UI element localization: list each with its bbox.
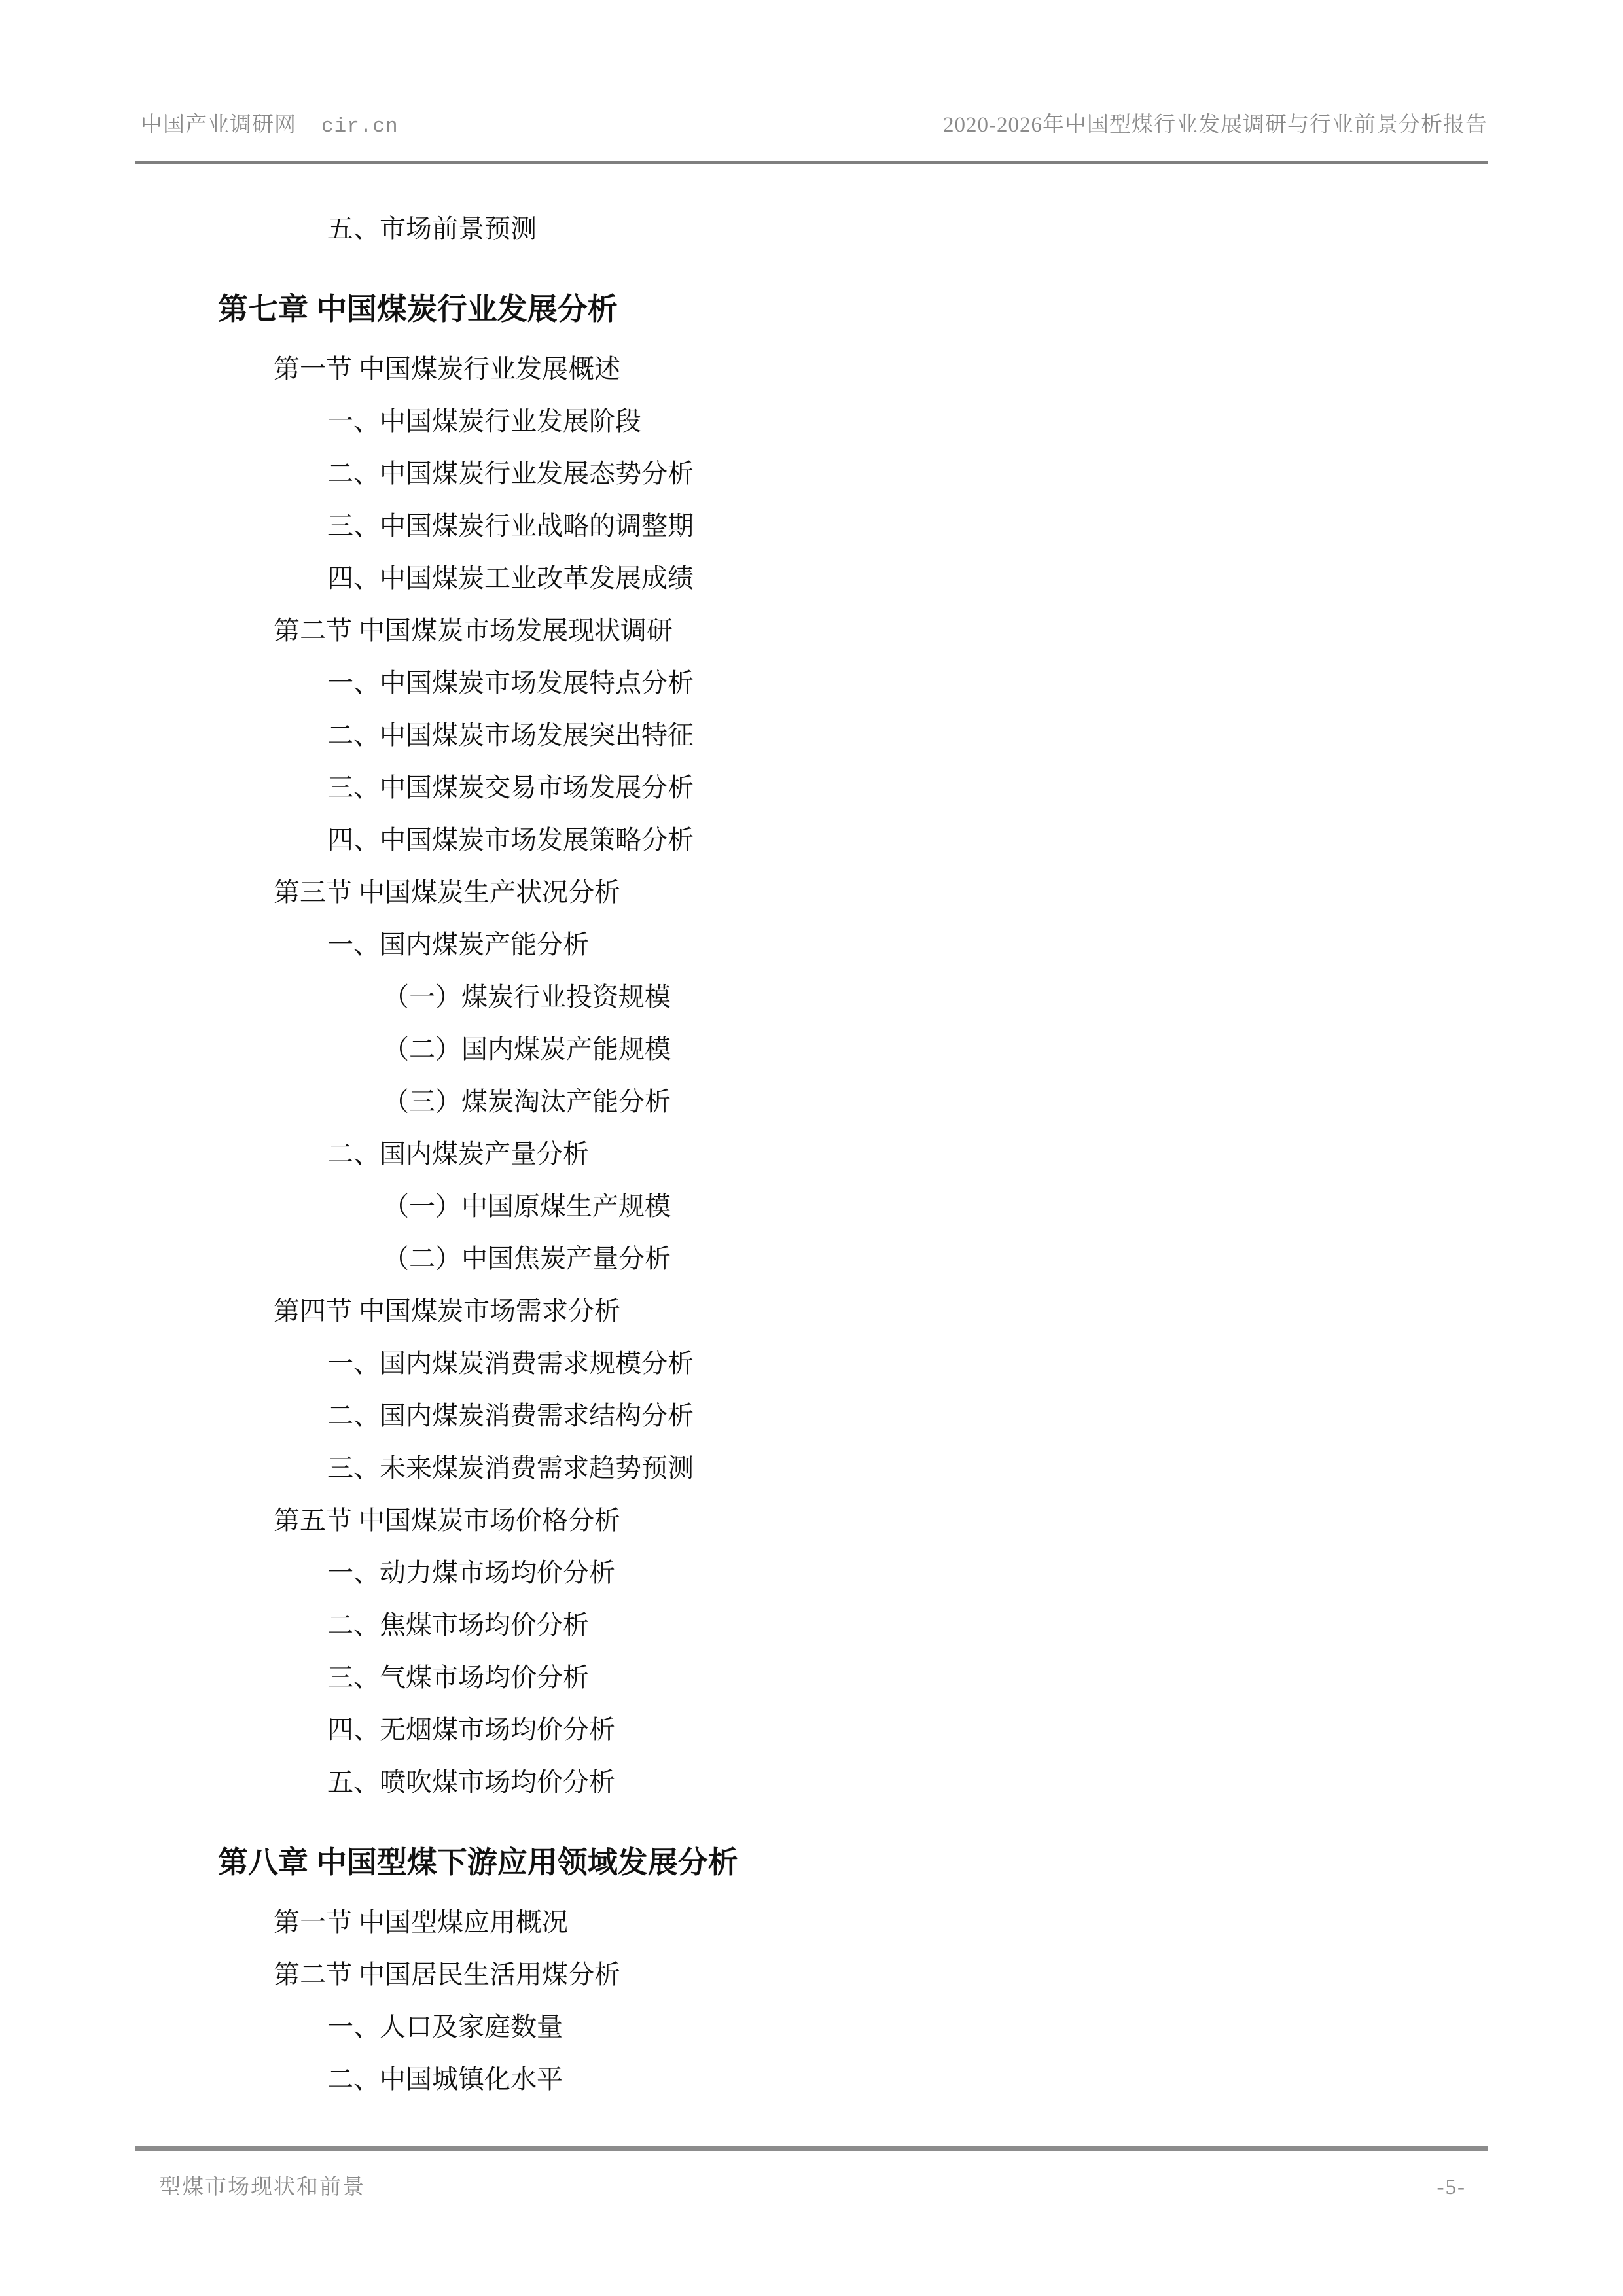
toc-entry-item: 二、中国城镇化水平 xyxy=(327,2064,563,2094)
page-number: -5- xyxy=(1436,2176,1466,2199)
toc-entry-item: 一、中国煤炭市场发展特点分析 xyxy=(327,668,694,698)
toc-entry-item: 三、中国煤炭行业战略的调整期 xyxy=(327,511,694,540)
toc-entry-sub: （一）煤炭行业投资规模 xyxy=(383,982,671,1012)
toc-entry-item: 一、人口及家庭数量 xyxy=(327,2012,563,2041)
toc-entry-sub: （三）煤炭淘汰产能分析 xyxy=(383,1087,671,1116)
toc-entry-item: 三、气煤市场均价分析 xyxy=(327,1663,589,1692)
page-header xyxy=(141,107,1488,138)
toc-entry-section: 第五节 中国煤炭市场价格分析 xyxy=(274,1506,620,1535)
toc-entry-section: 第一节 中国煤炭行业发展概述 xyxy=(274,354,620,383)
header-divider xyxy=(135,161,1488,164)
footer-report-name: 型煤市场现状和前景 xyxy=(159,2176,365,2199)
toc-entry-item: 一、动力煤市场均价分析 xyxy=(327,1558,615,1587)
toc-entry-item: 一、国内煤炭消费需求规模分析 xyxy=(327,1349,694,1378)
toc-entry-item: 四、无烟煤市场均价分析 xyxy=(327,1715,615,1744)
toc-entry-chapter: 第七章 中国煤炭行业发展分析 xyxy=(218,292,618,326)
toc-entry-item: 四、中国煤炭工业改革发展成绩 xyxy=(327,563,694,593)
toc-entry-item: 三、未来煤炭消费需求趋势预测 xyxy=(327,1453,694,1483)
toc-entry-item: 三、中国煤炭交易市场发展分析 xyxy=(327,773,694,802)
toc-entry-section: 第二节 中国居民生活用煤分析 xyxy=(274,1960,620,1989)
toc-entry-section: 第四节 中国煤炭市场需求分析 xyxy=(274,1296,620,1326)
toc-entry-section: 第一节 中国型煤应用概况 xyxy=(274,1907,568,1937)
toc-entry-section: 第二节 中国煤炭市场发展现状调研 xyxy=(274,616,673,645)
toc-entry-item: 二、国内煤炭消费需求结构分析 xyxy=(327,1401,694,1430)
page-footer xyxy=(159,2170,1466,2200)
toc-entry-item: 一、国内煤炭产能分析 xyxy=(327,930,589,959)
toc-entry-item: 四、中国煤炭市场发展策略分析 xyxy=(327,825,694,855)
report-title: 2020-2026年中国型煤行业发展调研与行业前景分析报告 xyxy=(943,113,1488,137)
footer-divider xyxy=(135,2146,1488,2151)
toc-entry-item: 二、中国煤炭行业发展态势分析 xyxy=(327,459,694,488)
toc-entry-item: 五、喷吹煤市场均价分析 xyxy=(327,1767,615,1797)
site-name: 中国产业调研网 xyxy=(141,113,296,137)
toc-entry-item: 二、中国煤炭市场发展突出特征 xyxy=(327,720,694,750)
toc-entry-chapter: 第八章 中国型煤下游应用领域发展分析 xyxy=(218,1845,738,1879)
toc-entry-item: 二、焦煤市场均价分析 xyxy=(327,1610,589,1640)
toc-entry-item: 二、国内煤炭产量分析 xyxy=(327,1139,589,1169)
toc-entry-item: 一、中国煤炭行业发展阶段 xyxy=(327,406,641,436)
header-left xyxy=(141,107,399,138)
toc-entry-sub: （一）中国原煤生产规模 xyxy=(383,1192,671,1221)
toc-entry-sub: （二）中国焦炭产量分析 xyxy=(383,1244,671,1273)
toc-list xyxy=(0,203,1623,2106)
toc-entry-sub: （二）国内煤炭产能规模 xyxy=(383,1034,671,1064)
toc-entry-item: 五、市场前景预测 xyxy=(327,214,537,243)
toc-entry-section: 第三节 中国煤炭生产状况分析 xyxy=(274,877,620,907)
site-domain: cir.cn xyxy=(321,115,399,138)
